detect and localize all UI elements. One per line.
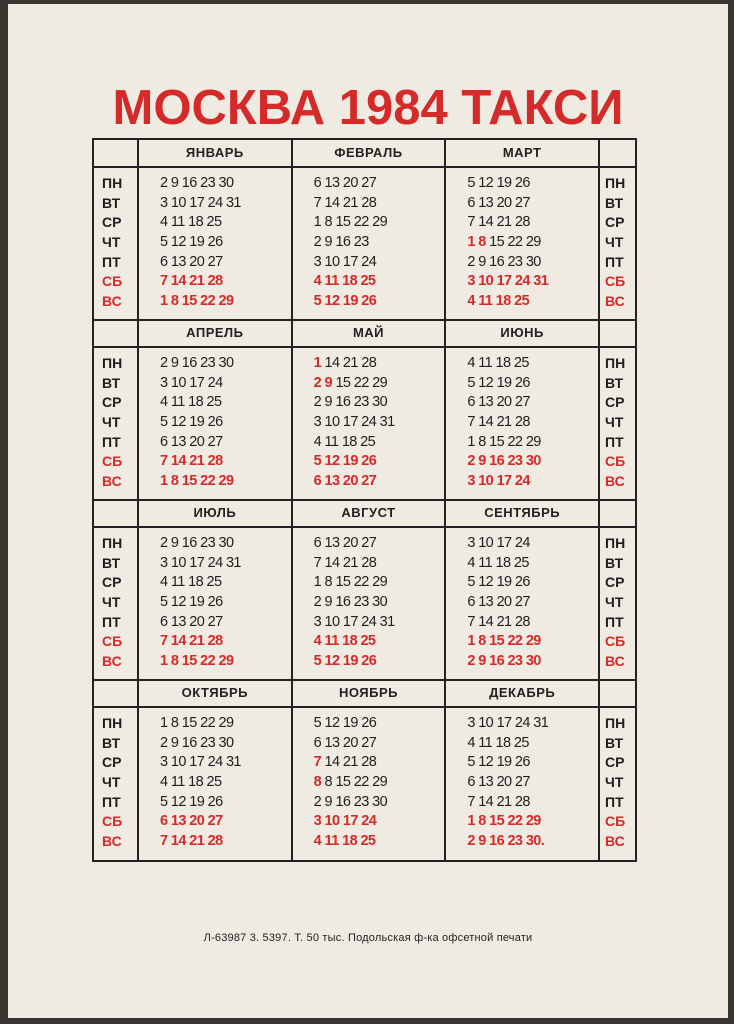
month-name: НОЯБРЬ — [338, 685, 398, 700]
week-row — [314, 174, 387, 194]
week-row — [467, 194, 548, 214]
month-days — [314, 174, 387, 312]
weekend-dates: 7 14 21 28 — [160, 273, 223, 290]
weekday-label: ЧТ — [605, 774, 624, 791]
month-days — [160, 714, 241, 852]
weekday-dates: 4 11 18 25 — [467, 734, 529, 751]
month-name: ИЮНЬ — [500, 325, 544, 340]
weekend-dates: 4 11 18 25 — [313, 633, 376, 650]
week-row — [467, 292, 548, 312]
weekday-dates: 7 14 21 28 — [467, 414, 530, 431]
weekday-label: ПН — [102, 175, 123, 191]
week-row — [314, 632, 395, 652]
weekday-label: ПТ — [605, 793, 624, 810]
weekday-label: ВС — [605, 833, 625, 850]
week-row — [160, 292, 241, 312]
week-row — [314, 413, 395, 433]
holiday-date: 2 9 — [313, 374, 333, 391]
weekday-label: ПТ — [605, 253, 624, 270]
week-row — [160, 573, 241, 593]
weekend-dates: 3 10 17 24 — [313, 813, 377, 830]
weekday-label: СР — [102, 574, 122, 591]
month-name: АВГУСТ — [341, 505, 396, 520]
week-row — [160, 213, 241, 233]
weekday-dates: 1 8 15 22 29 — [313, 214, 388, 231]
week-row — [467, 734, 548, 754]
weekend-dates: 2 9 16 23 30 — [467, 653, 541, 670]
week-row — [467, 554, 540, 574]
weekday-dates: 6 13 20 27 — [467, 394, 530, 411]
weekday-dates: 4 11 18 25 — [313, 433, 376, 450]
weekday-dates: 6 13 20 27 — [313, 734, 377, 751]
week-row — [467, 272, 548, 292]
week-row — [314, 452, 395, 472]
weekday-label: СБ — [605, 273, 626, 290]
weekend-dates: 5 12 19 26 — [313, 293, 377, 310]
weekend-dates: 1 8 15 22 29 — [160, 653, 234, 670]
week-row — [160, 812, 241, 832]
week-row — [467, 472, 540, 492]
month-name: ФЕВРАЛЬ — [334, 145, 403, 160]
weekend-dates: 4 11 18 25 — [313, 273, 376, 290]
week-row — [467, 253, 548, 273]
holiday-date: 1 — [313, 355, 322, 371]
week-row — [467, 354, 540, 374]
weekday-label: ВТ — [605, 374, 624, 391]
week-row — [160, 472, 233, 492]
weekday-label: ПН — [102, 355, 123, 371]
weekday-label: ПН — [102, 535, 123, 551]
month-days — [467, 534, 540, 672]
weekday-dates: 4 11 18 25 — [467, 355, 529, 371]
week-row — [314, 773, 387, 793]
weekday-dates: 15 22 29 — [332, 374, 388, 391]
week-row — [467, 452, 540, 472]
weekday-dates: 4 11 18 25 — [160, 214, 222, 231]
weekend-dates: 1 8 15 22 29 — [160, 293, 234, 310]
weekday-label: ВС — [605, 293, 625, 310]
week-row — [314, 213, 387, 233]
weekday-label: ПТ — [102, 613, 121, 630]
weekday-label: СР — [605, 574, 625, 591]
week-row — [314, 292, 387, 312]
weekday-dates: 3 10 17 24 31 — [160, 554, 241, 571]
weekday-dates: 5 12 19 26 — [467, 175, 530, 191]
weekday-label: СР — [605, 754, 625, 771]
week-row — [467, 593, 540, 613]
weekday-dates: 6 13 20 27 — [313, 175, 377, 191]
weekday-label: ЧТ — [605, 234, 624, 251]
week-row — [160, 452, 233, 472]
weekday-dates: 6 13 20 27 — [467, 594, 530, 611]
weekday-dates: 6 13 20 27 — [160, 613, 223, 630]
weekday-label: СБ — [102, 453, 123, 470]
week-row — [160, 593, 241, 613]
weekend-dates: 7 14 21 28 — [160, 833, 223, 850]
week-row — [467, 832, 548, 852]
weekday-label: ВТ — [605, 554, 624, 571]
month-days — [467, 354, 540, 492]
weekday-column-left — [102, 534, 146, 672]
month-name: ОКТЯБРЬ — [181, 685, 248, 700]
month-days — [160, 534, 241, 672]
weekday-label: ПН — [605, 715, 626, 731]
weekday-column-right — [605, 174, 649, 312]
weekday-dates: 3 10 17 24 31 — [160, 194, 241, 211]
weekday-dates: 6 13 20 27 — [160, 253, 223, 270]
weekday-dates: 1 8 15 22 29 — [160, 715, 234, 731]
grid-header-line — [94, 706, 635, 708]
week-row — [467, 773, 548, 793]
weekend-dates: 2 9 16 23 30. — [467, 833, 545, 850]
month-name: ЯНВАРЬ — [185, 145, 244, 160]
week-row — [314, 734, 387, 754]
week-row — [314, 194, 387, 214]
weekday-label: ПН — [605, 535, 626, 551]
week-row — [314, 793, 387, 813]
calendar-card — [8, 4, 728, 1018]
week-row — [467, 433, 540, 453]
month-days — [467, 174, 548, 312]
week-row — [314, 433, 395, 453]
weekday-label: ВС — [102, 833, 122, 850]
week-row — [314, 472, 395, 492]
month-days — [314, 534, 395, 672]
weekday-label: ВС — [605, 653, 625, 670]
week-row — [160, 354, 233, 374]
weekend-dates: 3 10 17 24 31 — [467, 273, 549, 290]
weekday-dates: 2 9 16 23 30 — [160, 355, 234, 371]
weekday-dates: 4 11 18 25 — [160, 394, 222, 411]
weekday-label: ЧТ — [102, 414, 121, 431]
month-days — [160, 354, 233, 492]
week-row — [160, 174, 241, 194]
weekday-dates: 4 11 18 25 — [160, 774, 222, 791]
weekday-label: ВТ — [102, 194, 121, 211]
weekday-label: ЧТ — [102, 234, 121, 251]
weekday-dates: 5 12 19 26 — [160, 414, 223, 431]
week-row — [314, 753, 387, 773]
week-row — [314, 554, 395, 574]
week-row — [160, 554, 241, 574]
weekday-dates: 5 12 19 26 — [160, 234, 223, 251]
holiday-date: 8 — [313, 774, 322, 791]
week-row — [467, 233, 548, 253]
weekend-dates: 1 8 15 22 29 — [467, 813, 541, 830]
weekday-column-left — [102, 714, 146, 852]
week-row — [160, 433, 233, 453]
weekday-dates: 14 21 28 — [321, 355, 377, 371]
week-row — [314, 613, 395, 633]
week-row — [160, 773, 241, 793]
holiday-date: 1 8 — [467, 234, 486, 251]
weekday-label: ВС — [102, 473, 122, 490]
weekend-dates: 5 12 19 26 — [313, 453, 377, 470]
week-row — [467, 632, 540, 652]
week-row — [314, 374, 395, 394]
week-row — [160, 652, 241, 672]
weekday-label: ЧТ — [102, 774, 121, 791]
weekday-label: ПТ — [605, 433, 624, 450]
weekday-label: СР — [605, 214, 625, 231]
weekday-dates: 2 9 16 23 30 — [313, 793, 388, 810]
week-row — [467, 534, 540, 554]
weekday-label: СБ — [605, 453, 626, 470]
weekend-dates: 2 9 16 23 30 — [467, 453, 541, 470]
week-row — [160, 374, 233, 394]
weekday-dates: 3 10 17 24 — [313, 253, 377, 270]
weekday-dates: 1 8 15 22 29 — [467, 433, 541, 450]
weekday-dates: 2 9 16 23 30 — [160, 175, 234, 191]
weekday-label: СР — [102, 394, 122, 411]
week-row — [314, 393, 395, 413]
weekday-label: ПН — [102, 715, 123, 731]
weekday-column-right — [605, 354, 649, 492]
weekday-dates: 6 13 20 27 — [467, 774, 530, 791]
month-days — [160, 174, 241, 312]
weekday-dates: 5 12 19 26 — [467, 574, 530, 591]
week-row — [467, 714, 548, 734]
weekday-dates: 6 13 20 27 — [160, 433, 223, 450]
weekday-dates: 14 21 28 — [321, 754, 377, 771]
weekend-dates: 5 12 19 26 — [313, 653, 377, 670]
weekday-label: ПТ — [102, 433, 121, 450]
weekday-dates: 5 12 19 26 — [467, 754, 530, 771]
weekday-dates: 5 12 19 26 — [313, 715, 377, 731]
weekday-label: СБ — [102, 813, 123, 830]
week-row — [160, 393, 233, 413]
week-row — [467, 793, 548, 813]
week-row — [160, 793, 241, 813]
weekend-dates: 1 8 15 22 29 — [160, 473, 234, 490]
weekday-dates: 2 9 16 23 30 — [313, 594, 388, 611]
weekday-label: СБ — [102, 633, 123, 650]
week-row — [467, 393, 540, 413]
weekday-dates: 8 15 22 29 — [321, 774, 388, 791]
week-row — [160, 233, 241, 253]
week-row — [467, 753, 548, 773]
page-title: МОСКВА 1984 ТАКСИ — [112, 81, 624, 135]
weekday-label: СР — [102, 214, 122, 231]
weekday-label: СР — [102, 754, 122, 771]
week-row — [314, 714, 387, 734]
weekday-label: ВС — [102, 293, 122, 310]
weekend-dates: 4 11 18 25 — [313, 833, 376, 850]
week-row — [467, 413, 540, 433]
weekday-dates: 3 10 17 24 31 — [160, 754, 241, 771]
week-row — [314, 272, 387, 292]
weekday-dates: 6 13 20 27 — [467, 194, 530, 211]
month-name: СЕНТЯБРЬ — [484, 505, 561, 520]
weekday-dates: 2 9 16 23 30 — [313, 394, 388, 411]
weekday-dates: 15 22 29 — [485, 234, 541, 251]
weekday-label: ЧТ — [605, 414, 624, 431]
week-row — [467, 652, 540, 672]
grid-header-line — [94, 526, 635, 528]
print-imprint: Л-63987 3. 5397. Т. 50 тыс. Подольская ф-ка офсетной печати — [203, 932, 533, 944]
weekday-dates: 2 9 16 23 30 — [160, 734, 234, 751]
month-name: ДЕКАБРЬ — [489, 685, 556, 700]
weekday-label: ЧТ — [605, 594, 624, 611]
weekday-dates: 2 9 16 23 30 — [160, 535, 234, 551]
weekday-label: ВС — [102, 653, 122, 670]
weekday-label: ПТ — [605, 613, 624, 630]
weekday-column-left — [102, 354, 146, 492]
weekday-dates: 1 8 15 22 29 — [313, 574, 388, 591]
weekday-dates: 7 14 21 28 — [313, 194, 377, 211]
grid-header-line — [94, 166, 635, 168]
week-row — [160, 613, 241, 633]
week-row — [467, 174, 548, 194]
week-row — [160, 734, 241, 754]
holiday-date: 7 — [313, 754, 322, 771]
weekday-dates: 7 14 21 28 — [467, 214, 530, 231]
weekday-label: СБ — [605, 813, 626, 830]
grid-header-line — [94, 346, 635, 348]
week-row — [160, 413, 233, 433]
week-row — [314, 593, 395, 613]
weekday-dates: 7 14 21 28 — [467, 613, 530, 630]
weekend-dates: 6 13 20 27 — [313, 473, 377, 490]
weekday-label: ВТ — [102, 554, 121, 571]
week-row — [467, 213, 548, 233]
weekday-label: ПТ — [102, 793, 121, 810]
calendar-grid — [92, 138, 637, 862]
week-row — [314, 573, 395, 593]
month-name: АПРЕЛЬ — [186, 325, 244, 340]
weekday-column-right — [605, 714, 649, 852]
weekday-column-left — [102, 174, 146, 312]
week-row — [467, 613, 540, 633]
weekday-dates: 4 11 18 25 — [160, 574, 222, 591]
weekday-dates: 7 14 21 28 — [467, 793, 530, 810]
week-row — [467, 812, 548, 832]
weekday-label: СБ — [102, 273, 123, 290]
month-name: МАЙ — [352, 325, 385, 340]
weekday-dates: 3 10 17 24 31 — [467, 715, 549, 731]
weekday-label: ПН — [605, 175, 626, 191]
weekend-dates: 6 13 20 27 — [160, 813, 223, 830]
week-row — [314, 354, 395, 374]
weekday-label: ВТ — [102, 734, 121, 751]
weekday-dates: 3 10 17 24 — [160, 374, 223, 391]
week-row — [160, 253, 241, 273]
week-row — [160, 272, 241, 292]
week-row — [160, 832, 241, 852]
weekday-dates: 3 10 17 24 — [467, 535, 530, 551]
month-name: МАРТ — [502, 145, 542, 160]
weekday-dates: 3 10 17 24 31 — [313, 414, 395, 431]
weekday-dates: 4 11 18 25 — [467, 554, 529, 571]
weekday-label: ПТ — [102, 253, 121, 270]
weekday-dates: 5 12 19 26 — [160, 793, 223, 810]
weekend-dates: 4 11 18 25 — [467, 293, 530, 310]
weekday-dates: 7 14 21 28 — [313, 554, 377, 571]
weekday-dates: 2 9 16 23 — [313, 234, 369, 251]
weekday-label: ВТ — [102, 374, 121, 391]
week-row — [314, 534, 395, 554]
weekend-dates: 7 14 21 28 — [160, 453, 223, 470]
week-row — [160, 632, 241, 652]
month-days — [314, 714, 387, 852]
weekday-dates: 2 9 16 23 30 — [467, 253, 541, 270]
weekday-label: ВТ — [605, 734, 624, 751]
weekend-dates: 1 8 15 22 29 — [467, 633, 541, 650]
weekday-dates: 6 13 20 27 — [313, 535, 377, 551]
week-row — [160, 753, 241, 773]
week-row — [314, 233, 387, 253]
weekday-label: СР — [605, 394, 625, 411]
week-row — [314, 253, 387, 273]
weekday-column-right — [605, 534, 649, 672]
weekday-label: СБ — [605, 633, 626, 650]
month-name: ИЮЛЬ — [193, 505, 237, 520]
week-row — [314, 652, 395, 672]
weekday-label: ВТ — [605, 194, 624, 211]
week-row — [314, 812, 387, 832]
weekday-label: ЧТ — [102, 594, 121, 611]
week-row — [160, 714, 241, 734]
week-row — [467, 573, 540, 593]
week-row — [467, 374, 540, 394]
weekday-dates: 5 12 19 26 — [467, 374, 530, 391]
weekday-label: ВС — [605, 473, 625, 490]
week-row — [160, 534, 241, 554]
weekday-dates: 5 12 19 26 — [160, 594, 223, 611]
month-days — [314, 354, 395, 492]
weekday-label: ПН — [605, 355, 626, 371]
week-row — [314, 832, 387, 852]
weekend-dates: 3 10 17 24 — [467, 473, 530, 490]
week-row — [160, 194, 241, 214]
month-days — [467, 714, 548, 852]
weekday-dates: 3 10 17 24 31 — [313, 613, 395, 630]
weekend-dates: 7 14 21 28 — [160, 633, 223, 650]
